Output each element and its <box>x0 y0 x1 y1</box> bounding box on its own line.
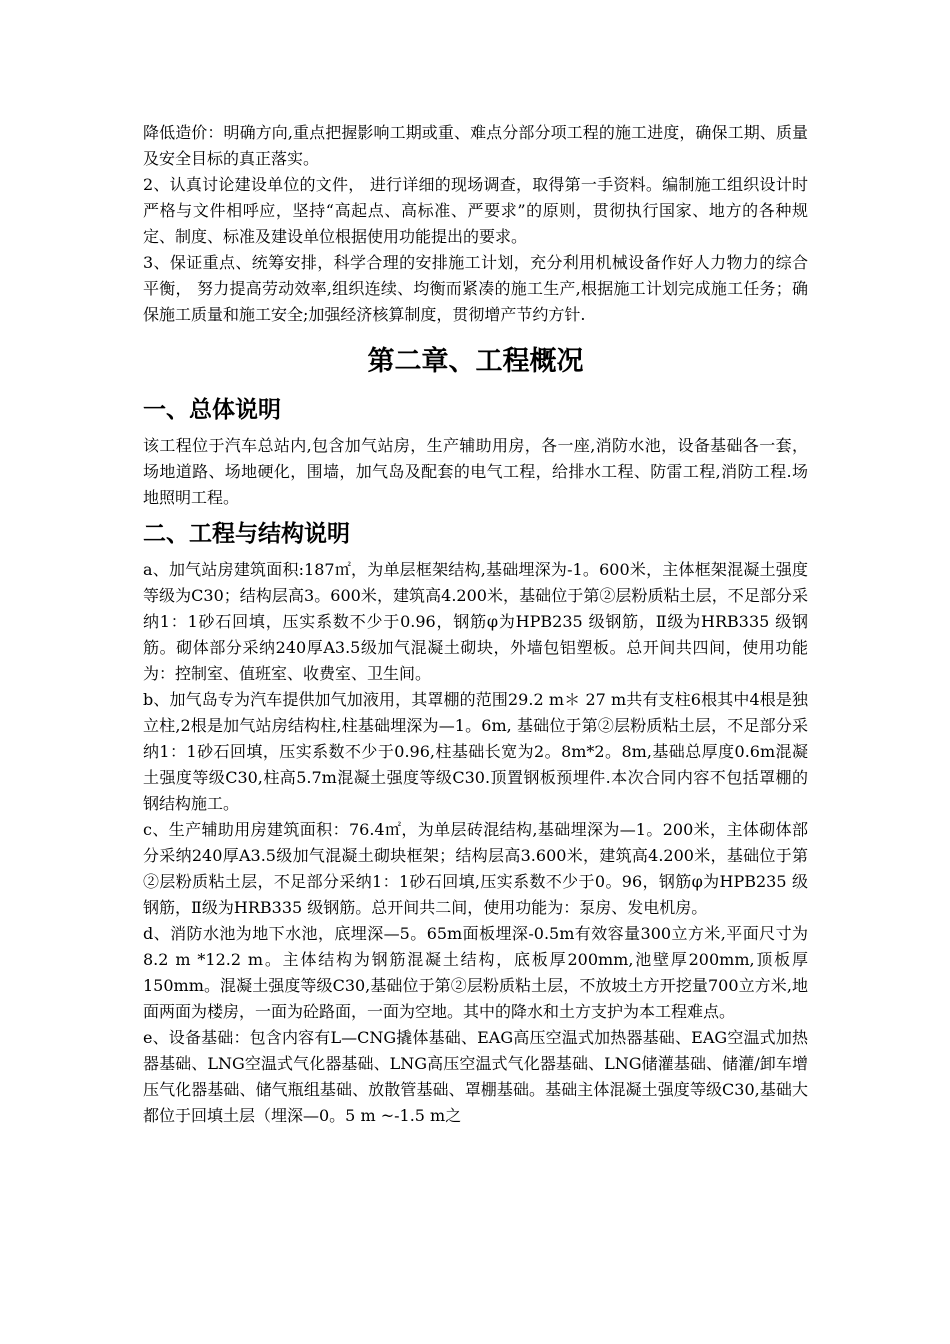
structure-paragraph-e: e、设备基础：包含内容有L—CNG撬体基础、EAG高压空温式加热器基础、EAG空温式加热器基础、LNG空温式气化器基础、LNG高压空温式气化器基础、LNG储灌基础、储灌/卸车增压气化器基础、储气瓶组基础、放散管基础、罩棚基础。基础主体混凝土强度等级C30,基础大都位于回填土层（埋深—0。5 m ~-1.5 m之 <box>143 1028 808 1125</box>
intro-paragraph-1: 降低造价：明确方向,重点把握影响工期或重、难点分部分项工程的施工进度，确保工期、质量及安全目标的真正落实。 <box>143 123 808 168</box>
structure-paragraph-c: c、生产辅助用房建筑面积：76.4㎡，为单层砖混结构,基础埋深为—1。200米，主体砌体部分采纳240厚A3.5级加气混凝土砌块框架；结构层高3.600米，建筑高4.200米，基础位于第②层粉质粘土层，不足部分采纳1：1砂石回填,压实系数不少于0。96，钢筋φ为HPB235 级钢筋，Ⅱ级为HRB335 级钢筋。总开间共二间，使用功能为：泵房、发电机房。 <box>143 820 808 917</box>
chapter-title: 第二章、工程概况 <box>367 346 584 377</box>
structure-paragraph-a: a、加气站房建筑面积:187㎡，为单层框架结构,基础埋深为-1。600米，主体框架混凝土强度等级为C30；结构层高3。600米，建筑高4.200米，基础位于第②层粉质粘土层，不足部分采纳1：1砂石回填，压实系数不少于0.96，钢筋φ为HPB235 级钢筋，Ⅱ级为HRB335 级钢筋。砌体部分采纳240厚A3.5级加气混凝土砌块，外墙包铝塑板。总开间共四间，使用功能为：控制室、值班室、收费室、卫生间。 <box>143 560 808 683</box>
intro-paragraph-2: 2、认真讨论建设单位的文件， 进行详细的现场调查，取得第一手资料。编制施工组织设计时严格与文件相呼应，坚持“高起点、高标准、严要求”的原则，贯彻执行国家、地方的各种规定、制度、标准及建设单位根据使用功能提出的要求。 <box>143 175 808 246</box>
overview-paragraph: 该工程位于汽车总站内,包含加气站房，生产辅助用房，各一座,消防水池，设备基础各一套，场地道路、场地硬化，围墙，加气岛及配套的电气工程，给排水工程、防雷工程,消防工程.场地照明工程。 <box>143 436 808 507</box>
intro-paragraph-3: 3、保证重点、统筹安排，科学合理的安排施工计划，充分利用机械设备作好人力物力的综合平衡， 努力提高劳动效率,组织连续、均衡而紧凑的施工生产,根据施工计划完成施工任务；确保施工质量和施工安全;加强经济核算制度，贯彻增产节约方针. <box>143 253 808 324</box>
section-title-structure: 二、工程与结构说明 <box>143 521 350 547</box>
document-page <box>143 120 808 1129</box>
structure-paragraph-b: b、加气岛专为汽车提供加气加液用，其罩棚的范围29.2 m＊ 27 m共有支柱6根其中4根是独立柱,2根是加气站房结构柱,柱基础埋深为—1。6m, 基础位于第②层粉质粘土层，不足部分采纳1：1砂石回填，压实系数不少于0.96,柱基础长宽为2。8m*2。8m,基础总厚度0.6m混凝土强度等级C30,柱高5.7m混凝土强度等级C30.顶置钢板预埋件.本次合同内容不包括罩棚的钢结构施工。 <box>143 690 808 813</box>
section-title-overview: 一、总体说明 <box>143 397 281 423</box>
structure-paragraph-d: d、消防水池为地下水池，底埋深—5。65m面板埋深-0.5m有效容量300立方米,平面尺寸为8.2 m *12.2 m。主体结构为钢筋混凝土结构，底板厚200mm,池壁厚200mm,顶板厚150mm。混凝土强度等级C30,基础位于第②层粉质粘土层，不放坡土方开挖量700立方米,地面两面为楼房，一面为砼路面，一面为空地。其中的降水和土方支护为本工程难点。 <box>143 924 808 1021</box>
